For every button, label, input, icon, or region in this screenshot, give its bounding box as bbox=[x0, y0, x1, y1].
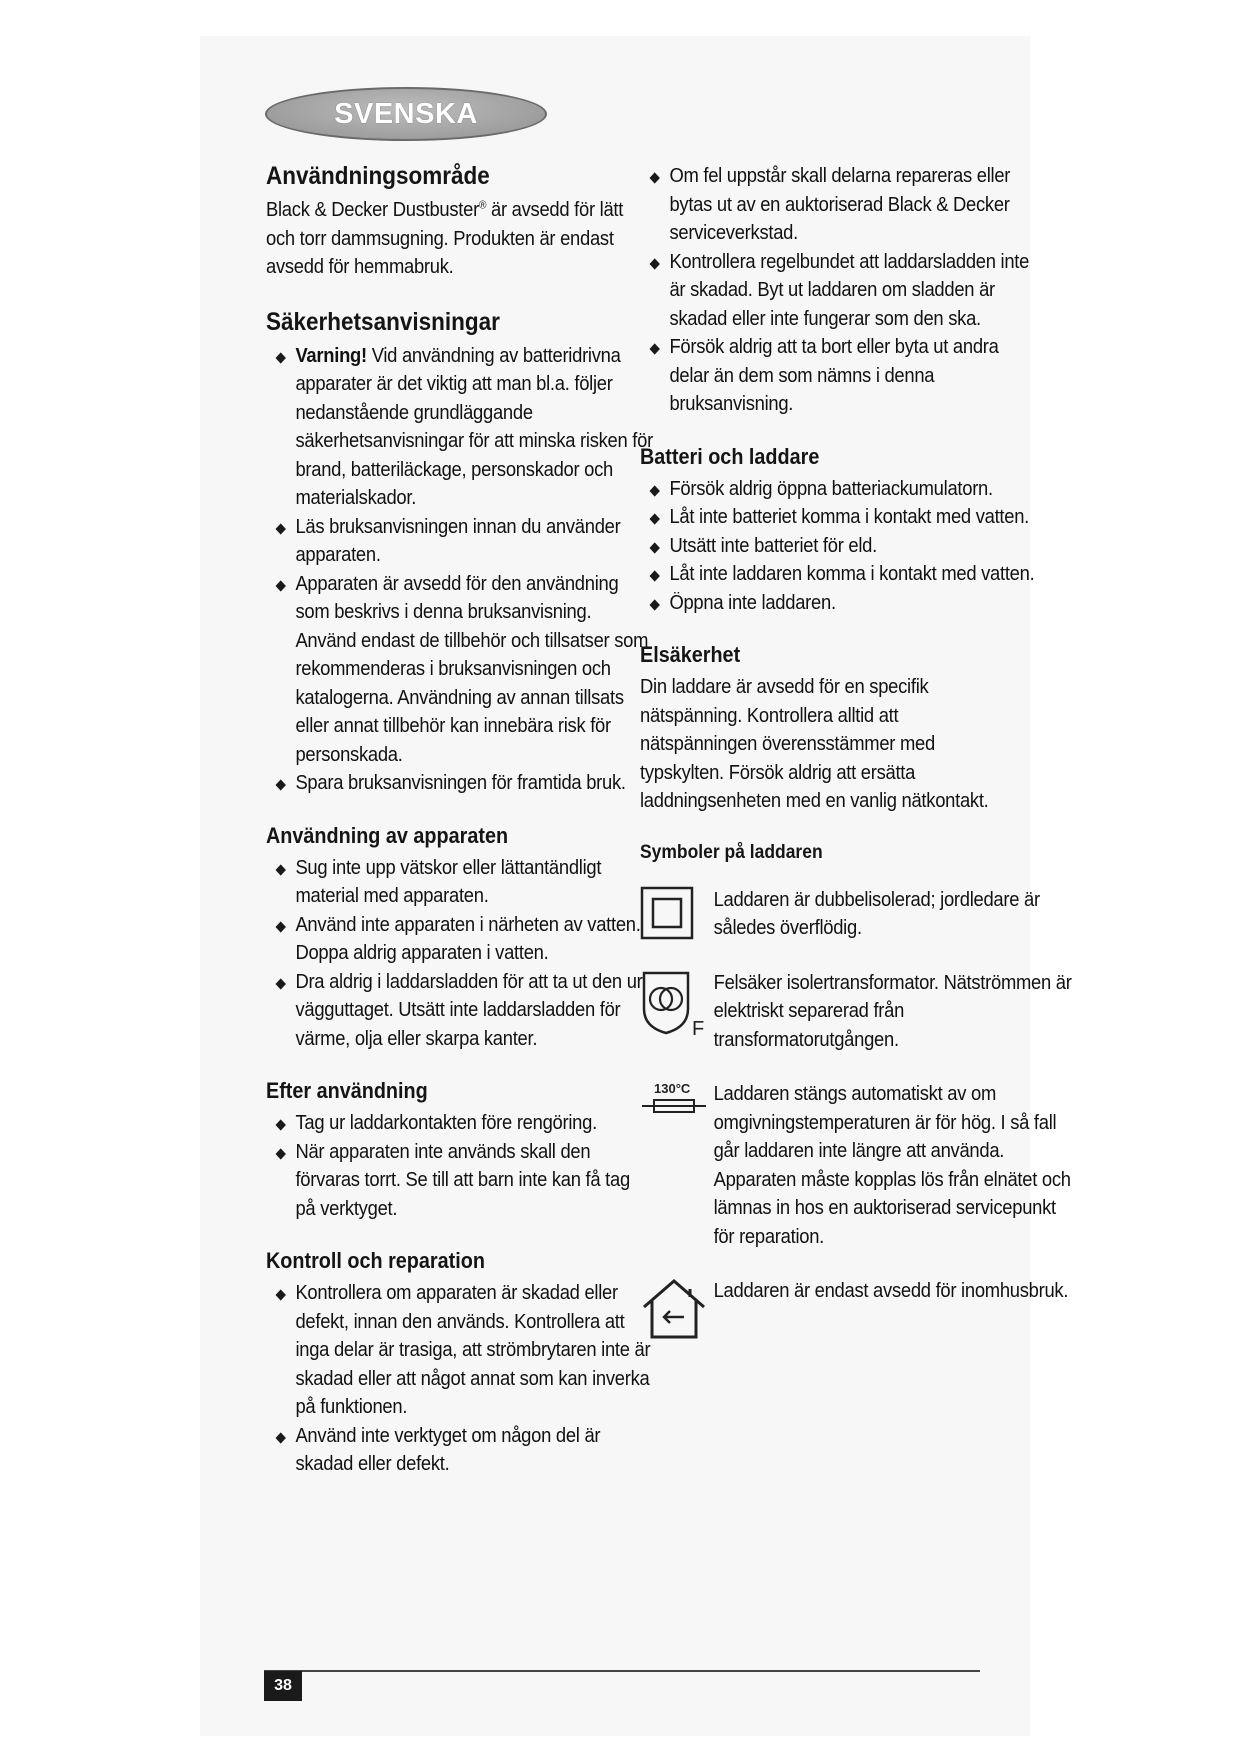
diamond-bullet-icon bbox=[276, 779, 286, 790]
list-item-text: Låt inte batteriet komma i kontakt med vatten. bbox=[669, 506, 1030, 528]
bullet-list bbox=[640, 162, 1030, 419]
diamond-bullet-icon bbox=[650, 485, 660, 496]
list-item bbox=[266, 513, 653, 570]
transformer-letter: F bbox=[692, 1017, 704, 1040]
bullet-list bbox=[266, 1109, 630, 1223]
diamond-bullet-icon bbox=[276, 1148, 286, 1159]
section-after-use bbox=[266, 1077, 630, 1223]
diamond-bullet-icon bbox=[276, 1432, 286, 1443]
list-item bbox=[640, 560, 1037, 589]
section-heading: Användningsområde bbox=[266, 162, 490, 190]
right-column bbox=[640, 162, 1072, 1332]
registered-mark: ® bbox=[478, 199, 487, 212]
symbol-row bbox=[640, 969, 1072, 1055]
diamond-bullet-icon bbox=[276, 921, 286, 932]
list-item-text: Spara bruksanvisningen för framtida bruk. bbox=[295, 772, 626, 794]
section-use-of-appliance bbox=[266, 822, 643, 1054]
list-item bbox=[640, 589, 1037, 618]
list-item-text: Försök aldrig att ta bort eller byta ut andra delar än dem som nämns i denna bruksanvisning. bbox=[669, 336, 999, 415]
page-number: 38 bbox=[264, 1671, 302, 1701]
diamond-bullet-icon bbox=[276, 580, 286, 591]
paragraph-text: Black & Decker Dustbuster bbox=[266, 199, 479, 221]
list-item bbox=[266, 968, 653, 1054]
list-item-text: Kontrollera om apparaten är skadad eller defekt, innan den används. Kontrollera att inga delar är trasiga, att strömbrytaren inte är skadad eller att något annat som kan inverka på funktionen. bbox=[295, 1282, 651, 1418]
symbol-description: Laddaren är endast avsedd för inomhusbruk. bbox=[713, 1280, 1069, 1302]
section-heading: Batteri och laddare bbox=[640, 443, 820, 469]
section-heading: Säkerhetsanvisningar bbox=[266, 307, 500, 336]
diamond-bullet-icon bbox=[650, 513, 660, 524]
list-item-text: Utsätt inte batteriet för eld. bbox=[669, 534, 877, 557]
list-item bbox=[266, 911, 653, 968]
list-item-text: Dra aldrig i laddarsladden för att ta ut den ur vägguttaget. Utsätt inte laddarsladden för värme, olja eller skarpa kanter. bbox=[295, 970, 643, 1050]
list-item bbox=[640, 503, 1037, 532]
footer-rule bbox=[264, 1670, 980, 1672]
diamond-bullet-icon bbox=[276, 1119, 286, 1130]
symbol-row bbox=[640, 886, 1040, 943]
list-item-text: När apparaten inte används skall den förvaras torrt. Se till att barn inte kan få tag på verktyget. bbox=[295, 1140, 630, 1220]
list-item bbox=[266, 1138, 653, 1224]
list-item-text: Läs bruksanvisningen innan du använder apparaten. bbox=[295, 515, 621, 566]
diamond-bullet-icon bbox=[276, 352, 286, 363]
section-repair-continued bbox=[640, 162, 1030, 419]
bullet-list bbox=[266, 342, 653, 798]
list-item bbox=[640, 248, 1037, 334]
diamond-bullet-icon bbox=[650, 570, 660, 581]
list-item-text: Apparaten är avsedd för den användning som beskrivs i denna bruksanvisning. Använd endast de tillbehör och tillsatser som rekommenderas i bruksanvisningen och katalogerna. Användning av annan tillsats eller annat tillbehör kan innebära risk för personskada. bbox=[295, 572, 649, 766]
paragraph-text: är avsedd för lätt och torr dammsugning. Produkten är endast avsedd för hemmabruk. bbox=[266, 199, 624, 278]
warning-label: Varning! bbox=[295, 344, 367, 367]
diamond-bullet-icon bbox=[276, 1289, 286, 1300]
list-item-text: Sug inte upp vätskor eller lättantändligt material med apparaten. bbox=[295, 856, 602, 907]
symbol-row bbox=[640, 1277, 1069, 1306]
section-symbols bbox=[640, 840, 1072, 1306]
section-electrical-safety bbox=[640, 641, 1010, 816]
bullet-list bbox=[640, 475, 1035, 618]
section-heading: Elsäkerhet bbox=[640, 642, 741, 667]
symbol-description: Felsäker isolertransformator. Nätströmmen är elektriskt separerad från transformatorutgången. bbox=[713, 971, 1072, 1051]
bullet-list bbox=[266, 854, 643, 1054]
symbol-description: Laddaren är dubbelisolerad; jordledare är således överflödig. bbox=[713, 888, 1040, 939]
section-heading: Användning av apparaten bbox=[266, 822, 509, 848]
diamond-bullet-icon bbox=[650, 599, 660, 610]
list-item bbox=[640, 333, 1037, 419]
section-usage bbox=[266, 160, 626, 282]
language-label: SVENSKA bbox=[334, 97, 478, 130]
list-item-text: Försök aldrig öppna batteriackumulatorn. bbox=[669, 477, 993, 500]
diamond-bullet-icon bbox=[276, 523, 286, 534]
section-safety bbox=[266, 306, 653, 798]
temperature-label: 130°C bbox=[654, 1081, 691, 1096]
list-item bbox=[266, 1109, 653, 1138]
diamond-bullet-icon bbox=[650, 258, 660, 269]
list-item-text: Vid användning av batteridrivna apparater är det viktig att man bl.a. följer nedanstående grundläggande säkerhetsanvisningar för att minska risken för brand, batteriläckage, personskador och materialskador. bbox=[295, 344, 653, 509]
diamond-bullet-icon bbox=[650, 542, 660, 553]
diamond-bullet-icon bbox=[650, 172, 660, 183]
list-item bbox=[266, 769, 653, 798]
list-item bbox=[640, 162, 1037, 248]
list-item bbox=[266, 854, 653, 911]
list-item-text: Tag ur laddarkontakten före rengöring. bbox=[295, 1112, 597, 1134]
diamond-bullet-icon bbox=[276, 864, 286, 875]
section-heading: Symboler på laddaren bbox=[640, 841, 823, 863]
list-item-text: Kontrollera regelbundet att laddarsladden inte är skadad. Byt ut laddaren om sladden är skadad eller inte fungerar som den ska. bbox=[669, 250, 1030, 330]
bullet-list bbox=[266, 1279, 651, 1479]
section-paragraph: Din laddare är avsedd för en specifik nätspänning. Kontrollera alltid att nätspänningen överensstämmer med typskylten. Försök aldrig att ersätta laddningsenheten med en vanlig nätkontakt. bbox=[640, 676, 989, 812]
list-item bbox=[640, 532, 1037, 561]
list-item bbox=[640, 475, 1037, 504]
left-column bbox=[266, 160, 653, 1503]
section-paragraph bbox=[266, 196, 624, 282]
language-badge bbox=[265, 87, 547, 141]
list-item-text: Om fel uppstår skall delarna repareras eller bytas ut av en auktoriserad Black & Decker serviceverkstad. bbox=[669, 165, 1011, 244]
list-item-text: Öppna inte laddaren. bbox=[669, 591, 836, 614]
list-item-text: Använd inte verktyget om någon del är skadad eller defekt. bbox=[295, 1424, 601, 1475]
list-item bbox=[266, 570, 653, 770]
list-item bbox=[266, 1279, 653, 1422]
section-heading: Kontroll och reparation bbox=[266, 1248, 485, 1273]
list-item bbox=[266, 1422, 653, 1479]
section-inspection-repair bbox=[266, 1247, 651, 1479]
diamond-bullet-icon bbox=[650, 343, 660, 354]
symbol-description: Laddaren stängs automatiskt av om omgivningstemperaturen är för hög. I så fall går laddaren inte längre att använda. Apparaten måste kopplas lös från elnätet och lämnas in hos en auktoriserad servicepunkt för reparation. bbox=[713, 1083, 1071, 1248]
section-battery-charger bbox=[640, 443, 1035, 618]
diamond-bullet-icon bbox=[276, 978, 286, 989]
list-item-text: Använd inte apparaten i närheten av vatten. Doppa aldrig apparaten i vatten. bbox=[295, 913, 641, 964]
section-heading: Efter användning bbox=[266, 1078, 428, 1103]
list-item-text: Låt inte laddaren komma i kontakt med vatten. bbox=[669, 563, 1035, 585]
list-item bbox=[266, 342, 653, 513]
symbol-row bbox=[640, 1080, 1071, 1251]
